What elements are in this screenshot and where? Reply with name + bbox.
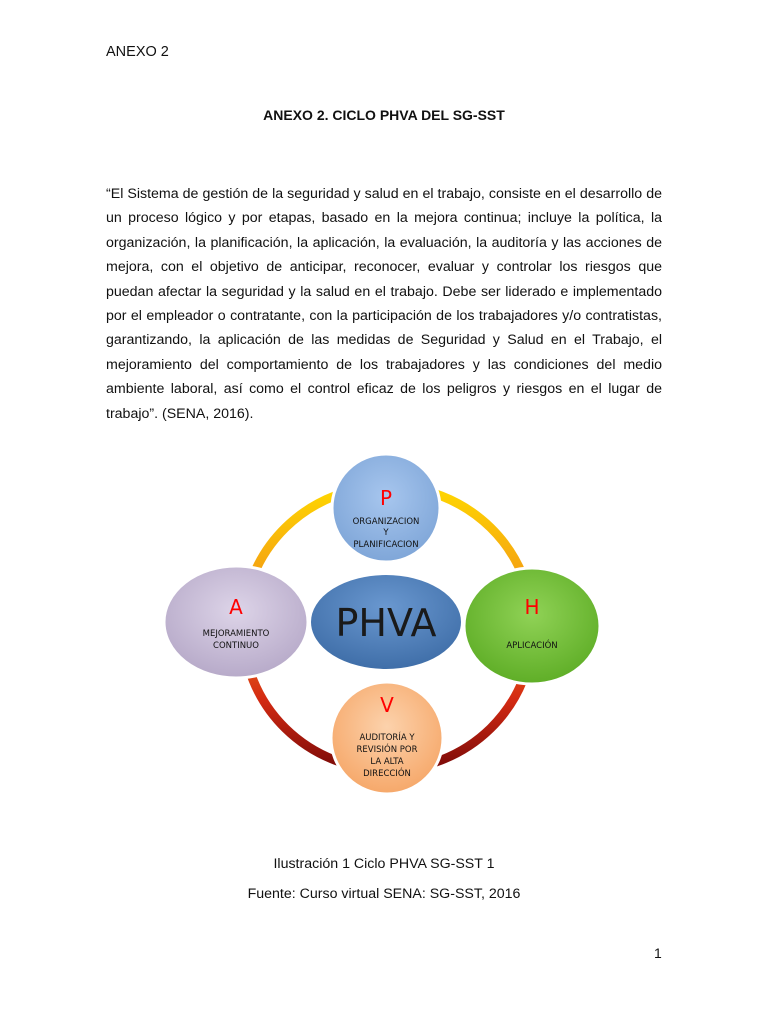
body-paragraph: “El Sistema de gestión de la seguridad y salud en el trabajo, consiste en el desarrollo de un proceso lógico y por etapas, basado en la mejora continua; incluye la política, la organización, la planificación, la aplicación, la evaluación, la auditoría y las acciones de mejora, con el objetivo de anticipar, reconocer, evaluar y controlar los riesgos que puedan afectar la seguridad y la salud en el trabajo. Debe ser liderado e implementado por el empleador o contratante, con la participación de los trabajadores y/o contratistas, garantizando, la aplicación de las medidas de Seguridad y Salud en el Trabajo, el mejoramiento del comportamiento de los trabajadores y las condiciones del medio ambiente laboral, así como el control eficaz de los peligros y riesgos en el lugar de trabajo”. (SENA, 2016).: [106, 186, 662, 422]
phase-v-line: LA ALTA: [370, 757, 404, 767]
phase-p-line: ORGANIZACION: [352, 517, 420, 527]
phase-h-letter: H: [524, 595, 540, 619]
phase-a-line: CONTINUO: [213, 641, 259, 651]
center-label: PHVA: [335, 601, 437, 645]
phase-h: [464, 568, 600, 684]
phase-v-line: REVISIÓN POR: [356, 745, 418, 755]
phase-p-line: Y: [383, 528, 389, 538]
phase-h-line: APLICACIÓN: [506, 641, 558, 651]
header-label: ANEXO 2: [106, 44, 169, 60]
phase-v-line: AUDITORÍA Y: [359, 733, 415, 743]
phase-a-letter: A: [229, 595, 243, 619]
phase-v-line: DIRECCIÓN: [363, 769, 411, 779]
phase-p: [332, 454, 440, 562]
page-number: 1: [654, 945, 662, 961]
phva-cycle-diagram: [160, 446, 620, 816]
phase-a: [164, 566, 308, 678]
phase-p-line: PLANIFICACION: [353, 540, 419, 550]
figure-source: Fuente: Curso virtual SENA: SG-SST, 2016: [247, 886, 521, 902]
phase-a-line: MEJORAMIENTO: [202, 629, 270, 639]
phase-p-letter: P: [379, 486, 393, 510]
figure-caption: Ilustración 1 Ciclo PHVA SG-SST 1: [273, 856, 495, 872]
document-title: ANEXO 2. CICLO PHVA DEL SG-SST: [263, 107, 505, 123]
phase-v: [331, 682, 443, 794]
phase-v-letter: V: [380, 693, 394, 717]
